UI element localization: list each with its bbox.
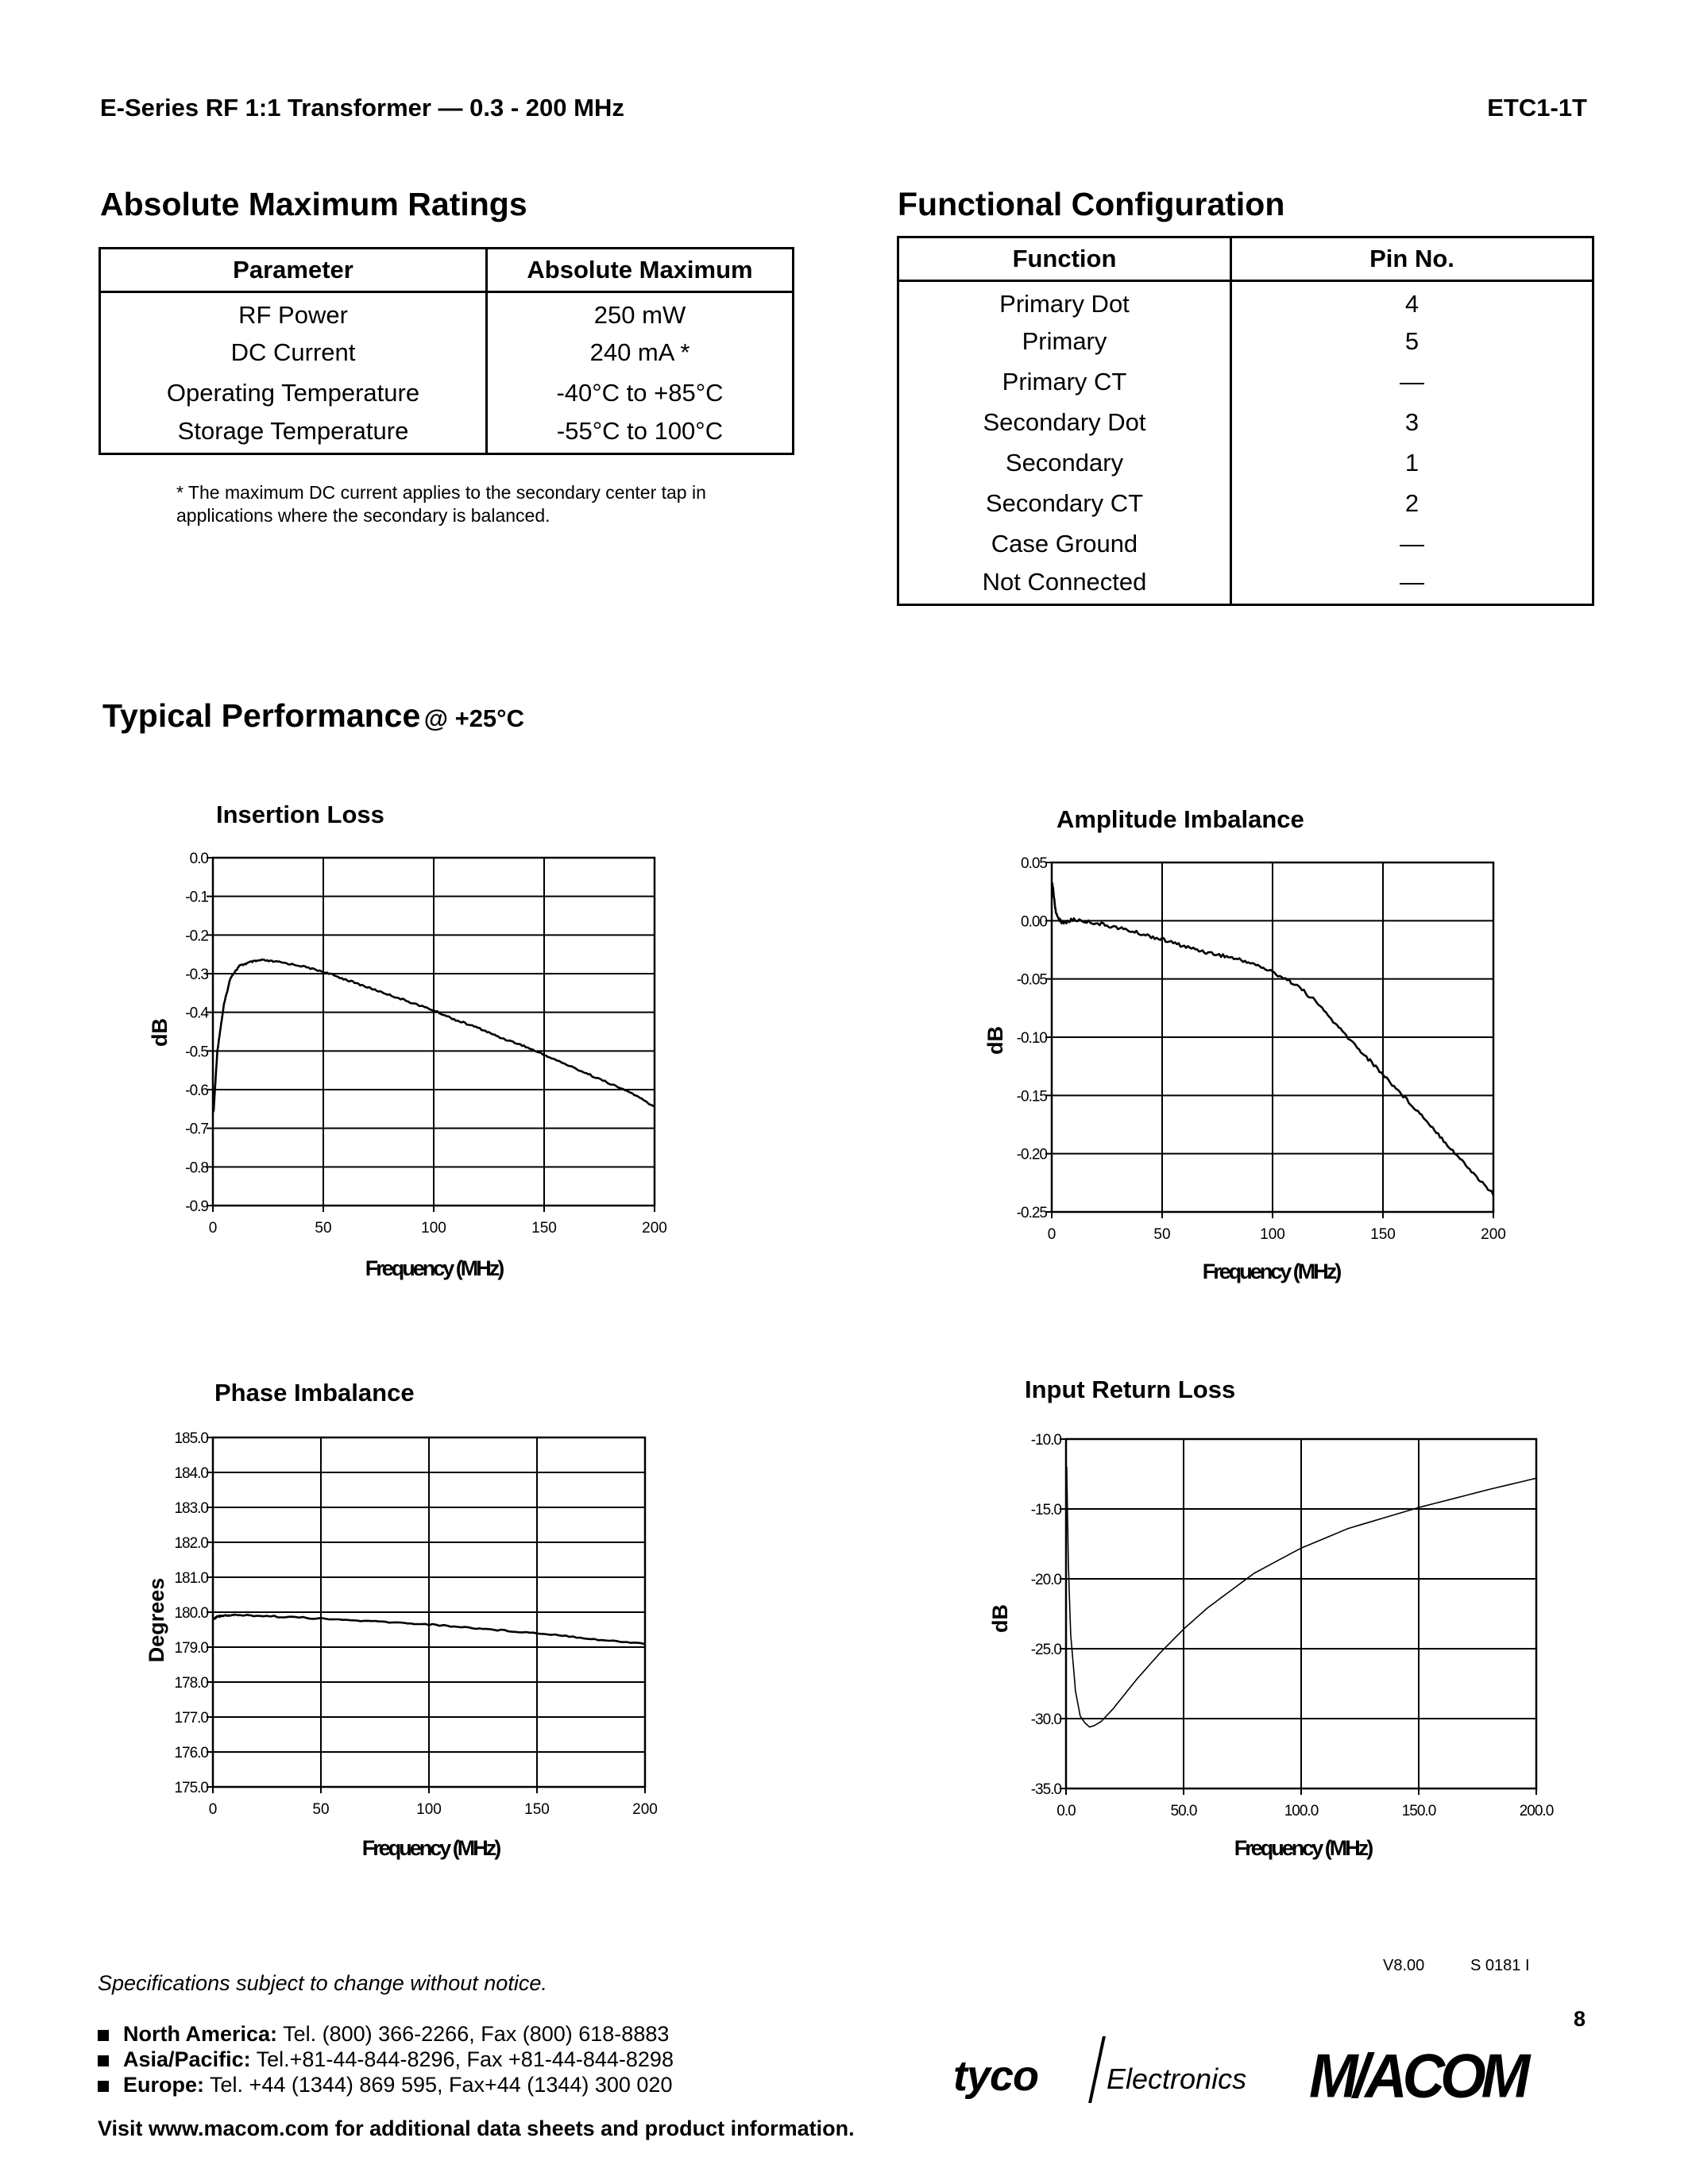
x-tick-label: 100.0 bbox=[1284, 1803, 1319, 1819]
x-tick-label: 50.0 bbox=[1170, 1803, 1197, 1819]
y-tick-label: -0.6 bbox=[185, 1082, 208, 1099]
ratings-col-max: Absolute Maximum bbox=[487, 249, 794, 292]
config-row bbox=[898, 322, 1593, 362]
x-tick-label: 50 bbox=[1153, 1226, 1171, 1243]
y-tick-label: -0.15 bbox=[1016, 1088, 1047, 1106]
y-tick-label: 175.0 bbox=[174, 1780, 208, 1796]
x-axis-label: Frequency (MHz) bbox=[1234, 1836, 1372, 1860]
x-tick-label: 150 bbox=[1370, 1226, 1396, 1243]
config-col-pin: Pin No. bbox=[1231, 237, 1593, 281]
y-tick-label: -0.25 bbox=[1016, 1205, 1047, 1221]
ratings-heading: Absolute Maximum Ratings bbox=[100, 186, 527, 222]
config-row bbox=[898, 362, 1593, 403]
config-pin: 5 bbox=[1231, 322, 1593, 362]
y-tick-label: -15.0 bbox=[1030, 1502, 1061, 1518]
config-pin: — bbox=[1231, 565, 1593, 605]
ratings-footnote bbox=[176, 481, 706, 527]
contact-region: Europe: bbox=[123, 2073, 205, 2097]
y-tick-label: 0.0 bbox=[189, 851, 208, 867]
config-pin: 4 bbox=[1231, 281, 1593, 322]
x-tick-label: 200 bbox=[632, 1801, 658, 1818]
chart-title: Amplitude Imbalance bbox=[1056, 805, 1304, 833]
bullet-icon bbox=[98, 2081, 109, 2092]
y-tick-label: 0.00 bbox=[1021, 913, 1047, 931]
page-number: 8 bbox=[1574, 2007, 1586, 2031]
y-axis-label: Degrees bbox=[145, 1577, 168, 1663]
contact-region: North America: bbox=[123, 2022, 278, 2046]
y-tick-label: 0.05 bbox=[1021, 855, 1047, 872]
chart-title: Phase Imbalance bbox=[214, 1379, 415, 1406]
config-pin: 3 bbox=[1231, 403, 1593, 443]
contact-north-america bbox=[98, 2021, 674, 2047]
config-row bbox=[898, 443, 1593, 484]
ratings-col-parameter: Parameter bbox=[100, 249, 487, 292]
config-heading: Functional Configuration bbox=[898, 186, 1285, 222]
x-axis-label: Frequency (MHz) bbox=[361, 1836, 500, 1860]
config-function: Primary CT bbox=[1002, 368, 1127, 396]
contact-details: Tel. +44 (1344) 869 595, Fax+44 (1344) 300 020 bbox=[210, 2073, 673, 2097]
ratings-parameter: Storage Temperature bbox=[177, 417, 409, 446]
ratings-parameter: Operating Temperature bbox=[166, 379, 420, 407]
y-tick-label: -0.9 bbox=[185, 1198, 208, 1215]
x-tick-label: 50 bbox=[312, 1801, 330, 1818]
ratings-value: 240 mA * bbox=[487, 333, 794, 373]
ratings-parameter: DC Current bbox=[230, 338, 356, 366]
ratings-note-line-2: applications where the secondary is balanced. bbox=[176, 505, 550, 526]
ratings-row bbox=[100, 414, 794, 454]
config-row bbox=[898, 565, 1593, 605]
x-tick-label: 200.0 bbox=[1519, 1803, 1554, 1819]
y-tick-label: 176.0 bbox=[174, 1745, 208, 1761]
config-col-function: Function bbox=[898, 237, 1231, 281]
y-tick-label: -0.2 bbox=[185, 928, 208, 945]
x-tick-label: 100 bbox=[1260, 1226, 1285, 1243]
input-return-loss-chart bbox=[985, 1366, 1573, 1874]
y-tick-label: -0.7 bbox=[185, 1121, 208, 1138]
chart-title: Input Return Loss bbox=[1025, 1376, 1236, 1403]
x-tick-label: 200 bbox=[1481, 1226, 1506, 1243]
x-tick-label: 150.0 bbox=[1401, 1803, 1436, 1819]
ratings-value: 250 mW bbox=[487, 292, 794, 333]
amplitude-imbalance-chart bbox=[985, 794, 1533, 1302]
config-row bbox=[898, 403, 1593, 443]
config-pin: 2 bbox=[1231, 484, 1593, 524]
x-tick-label: 200 bbox=[642, 1220, 667, 1237]
y-axis-label: dB bbox=[983, 1026, 1007, 1055]
y-tick-label: -0.05 bbox=[1016, 971, 1047, 989]
x-tick-label: 0 bbox=[208, 1220, 218, 1237]
chart-title: Insertion Loss bbox=[216, 801, 384, 828]
ratings-row bbox=[100, 333, 794, 373]
contact-region: Asia/Pacific: bbox=[123, 2047, 251, 2071]
y-tick-label: -0.1 bbox=[185, 889, 208, 906]
config-pin: — bbox=[1231, 524, 1593, 565]
ratings-parameter: RF Power bbox=[238, 300, 348, 329]
x-tick-label: 150 bbox=[524, 1801, 550, 1818]
phase-imbalance-chart bbox=[143, 1366, 667, 1874]
ratings-row bbox=[100, 373, 794, 414]
y-tick-label: 181.0 bbox=[174, 1570, 208, 1587]
bullet-icon bbox=[98, 2055, 109, 2066]
x-axis-label: Frequency (MHz) bbox=[1202, 1260, 1340, 1283]
y-tick-label: 177.0 bbox=[174, 1710, 208, 1727]
macom-logo: M/ACOM bbox=[1309, 2040, 1526, 2111]
visit-website-text: Visit www.macom.com for additional data sheets and product information. bbox=[98, 2116, 855, 2140]
y-tick-label: -35.0 bbox=[1030, 1781, 1061, 1798]
ratings-table bbox=[98, 247, 794, 455]
y-axis-label: dB bbox=[988, 1604, 1012, 1633]
document-code: S 0181 I bbox=[1470, 1957, 1530, 1974]
x-tick-label: 0 bbox=[1047, 1226, 1056, 1243]
config-function: Primary bbox=[1022, 327, 1107, 355]
config-row bbox=[898, 281, 1593, 322]
performance-heading bbox=[102, 697, 524, 735]
ratings-value: -40°C to +85°C bbox=[487, 373, 794, 414]
x-tick-label: 0.0 bbox=[1056, 1803, 1076, 1819]
ratings-row bbox=[100, 292, 794, 333]
bullet-icon bbox=[98, 2030, 109, 2041]
y-tick-label: -0.3 bbox=[185, 967, 208, 983]
config-function: Case Ground bbox=[991, 530, 1138, 558]
config-function: Secondary Dot bbox=[983, 408, 1146, 436]
config-function: Secondary CT bbox=[985, 489, 1144, 517]
x-tick-label: 100 bbox=[416, 1801, 442, 1818]
contact-list bbox=[98, 2021, 674, 2097]
contact-details: Tel.+81-44-844-8296, Fax +81-44-844-8298 bbox=[256, 2047, 674, 2071]
document-title: E-Series RF 1:1 Transformer — 0.3 - 200 MHz bbox=[100, 94, 624, 122]
contact-asia-pacific bbox=[98, 2047, 674, 2072]
performance-condition: @ +25°C bbox=[423, 704, 524, 732]
y-axis-label: dB bbox=[148, 1018, 172, 1047]
config-function: Secondary bbox=[1005, 449, 1124, 477]
config-row bbox=[898, 524, 1593, 565]
config-function: Not Connected bbox=[982, 568, 1147, 596]
config-row bbox=[898, 484, 1593, 524]
y-tick-label: -25.0 bbox=[1030, 1642, 1061, 1658]
y-tick-label: 183.0 bbox=[174, 1500, 208, 1517]
y-tick-label: -0.20 bbox=[1016, 1146, 1047, 1163]
insertion-loss-chart bbox=[143, 794, 667, 1302]
y-tick-label: -10.0 bbox=[1030, 1432, 1061, 1449]
spec-notice: Specifications subject to change without notice. bbox=[98, 1971, 547, 1995]
y-tick-label: -0.10 bbox=[1016, 1030, 1047, 1047]
config-pin: 1 bbox=[1231, 443, 1593, 484]
y-tick-label: 185.0 bbox=[174, 1430, 208, 1447]
y-tick-label: -0.4 bbox=[185, 1005, 208, 1022]
y-tick-label: -30.0 bbox=[1030, 1711, 1061, 1728]
config-pin: — bbox=[1231, 362, 1593, 403]
y-tick-label: 180.0 bbox=[174, 1605, 208, 1622]
electronics-logo: Electronics bbox=[1107, 2062, 1247, 2095]
performance-title: Typical Performance bbox=[102, 697, 421, 734]
version-code: V8.00 bbox=[1383, 1957, 1425, 1974]
config-function: Primary Dot bbox=[999, 289, 1130, 318]
x-axis-label: Frequency (MHz) bbox=[365, 1256, 503, 1280]
contact-details: Tel. (800) 366-2266, Fax (800) 618-8883 bbox=[283, 2022, 670, 2046]
y-tick-label: 179.0 bbox=[174, 1640, 208, 1657]
x-tick-label: 0 bbox=[208, 1801, 218, 1818]
ratings-note-line-1: * The maximum DC current applies to the secondary center tap in bbox=[176, 482, 706, 503]
y-tick-label: -0.8 bbox=[185, 1160, 208, 1177]
x-tick-label: 150 bbox=[531, 1220, 557, 1237]
logo-divider bbox=[1088, 2036, 1106, 2103]
y-tick-label: -20.0 bbox=[1030, 1572, 1061, 1588]
part-number: ETC1-1T bbox=[1487, 94, 1587, 122]
y-tick-label: 182.0 bbox=[174, 1535, 208, 1552]
y-tick-label: 178.0 bbox=[174, 1675, 208, 1692]
x-tick-label: 50 bbox=[315, 1220, 332, 1237]
ratings-value: -55°C to 100°C bbox=[487, 414, 794, 454]
x-tick-label: 100 bbox=[421, 1220, 446, 1237]
config-table bbox=[897, 236, 1594, 606]
contact-europe bbox=[98, 2072, 674, 2097]
y-tick-label: 184.0 bbox=[174, 1465, 208, 1482]
tyco-logo: tyco bbox=[953, 2052, 1039, 2100]
y-tick-label: -0.5 bbox=[185, 1044, 208, 1061]
